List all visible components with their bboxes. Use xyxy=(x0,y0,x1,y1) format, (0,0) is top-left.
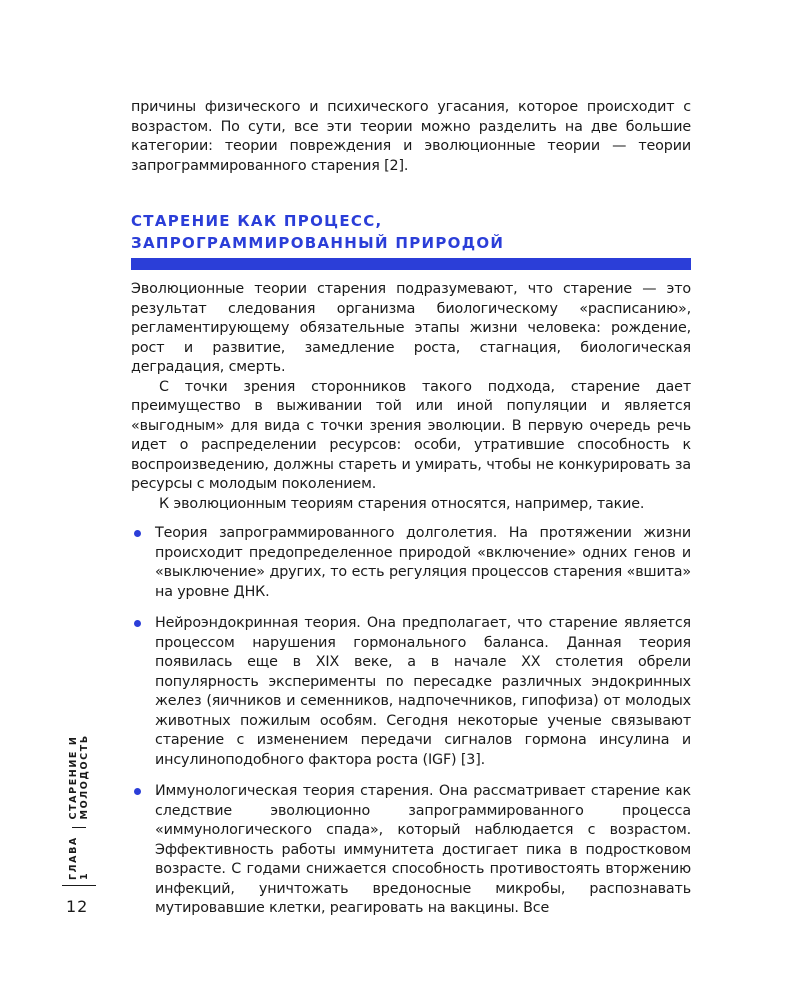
chapter-title: СТАРЕНИЕ И МОЛОДОСТЬ xyxy=(68,734,90,820)
bullet-dot-icon xyxy=(134,788,141,795)
list-item xyxy=(131,614,691,770)
bullet-dot-icon xyxy=(134,620,141,627)
list-item-text: Нейроэндокринная теория. Она предполагает, что старение является процессом нарушения гормонального баланса. Данная теория появилась еще в XIX веке, а в начале XX столетия обрели популярность эксперименты по пересадке различных эндокринных желез (яичников и семенников, надпочечников, гипофиза) от молодых животных пожилым особям. Сегодня некоторые ученые связывают старение с изменением передачи сигналов гормона инсулина и инсулиноподобного фактора роста (IGF) [3]. xyxy=(155,615,691,768)
theory-list xyxy=(131,524,691,931)
paragraph-3: К эволюционным теориям старения относятся, например, такие. xyxy=(159,495,645,512)
list-item-text: Иммунологическая теория старения. Она рассматривает старение как следствие эволюционно запрограммированного процесса «иммунологического спада», который наблюдается с возрастом. Эффективность работы иммунитета достигает пика в подростковом возрасте. С годами снижается способность противостоять вторжению инфекций, уничтожать вредоносные микробы, распознавать мутировавшие клетки, реагировать на вакцины. Все xyxy=(155,783,691,916)
list-item xyxy=(131,524,691,602)
section-heading-line-2: ЗАПРОГРАММИРОВАННЫЙ ПРИРОДОЙ xyxy=(131,234,505,252)
heading-accent-bar xyxy=(131,258,691,270)
page-number-rule xyxy=(62,885,96,886)
section-heading-line-1: СТАРЕНИЕ КАК ПРОЦЕСС, xyxy=(131,212,383,230)
page-number: 12 xyxy=(66,897,89,916)
chapter-sidebar xyxy=(64,708,94,880)
section-heading xyxy=(131,210,691,270)
list-item-text: Теория запрограммированного долголетия. На протяжении жизни происходит предопределенное природой «включение» одних генов и «выключение» других, то есть регуляция процессов старения «вшита» на уровне ДНК. xyxy=(155,525,691,600)
bullet-dot-icon xyxy=(134,530,141,537)
chapter-divider xyxy=(72,827,86,828)
body-text xyxy=(131,280,691,514)
list-item xyxy=(131,782,691,919)
paragraph-1: Эволюционные теории старения подразумевают, что старение — это результат следования организма биологическому «расписанию», регламентирующему обязательные этапы жизни человека: рождение, рост и развитие, замедление роста, стагнация, биологическая деградация, смерть. xyxy=(131,281,691,375)
intro-paragraph: причины физического и психического угасания, которое происходит с возрастом. По сути, все эти теории можно разделить на две большие категории: теории повреждения и эволюционные теории — теории запрограммированного старения [2]. xyxy=(131,99,691,174)
chapter-label: ГЛАВА 1 xyxy=(68,836,90,880)
paragraph-2: С точки зрения сторонников такого подхода, старение дает преимущество в выживании той или иной популяции и является «выгодным» для вида с точки зрения эволюции. В первую очередь речь идет о распределении ресурсов: особи, утратившие способность к воспроизведению, должны стареть и умирать, чтобы не конкурировать за ресурсы с молодым поколением. xyxy=(131,378,691,492)
